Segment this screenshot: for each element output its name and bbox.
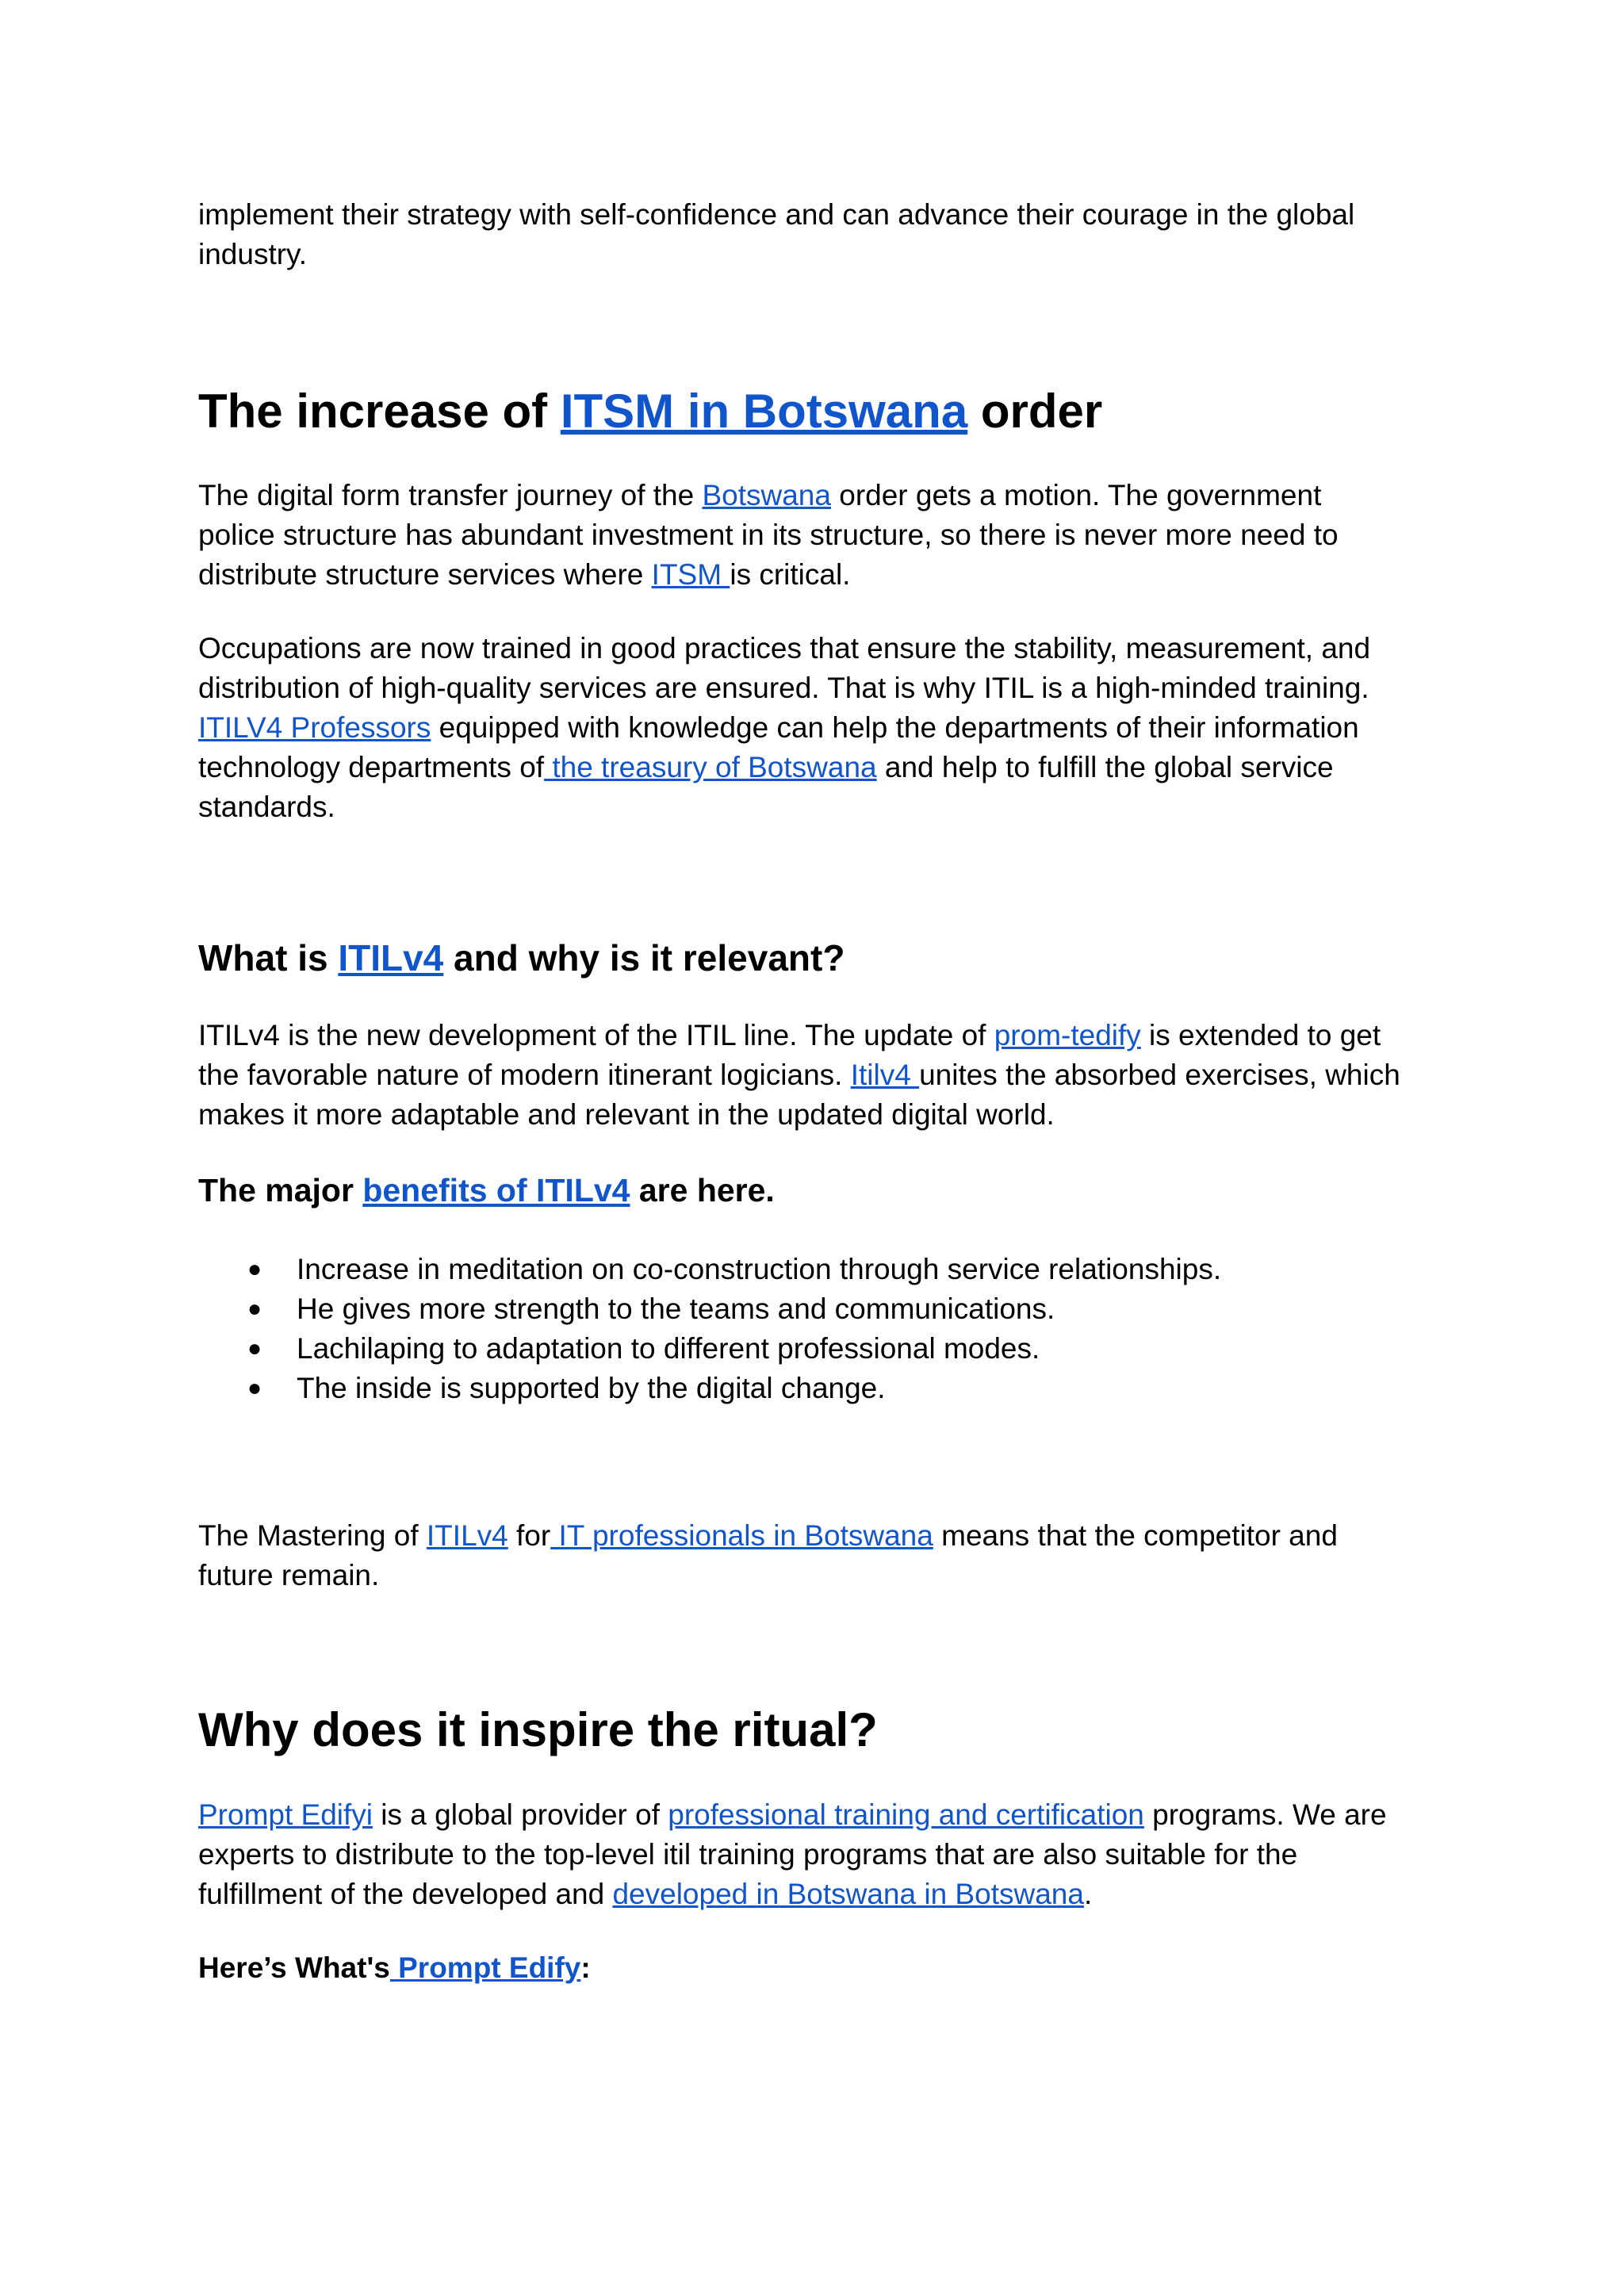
section-heading-itsm: The increase of ITSM in Botswana order: [198, 385, 1103, 438]
paragraph-line: Occupations are now trained in good practices that ensure the stability, measurement, and: [198, 632, 1371, 664]
bullet-icon: ●: [247, 1256, 262, 1282]
paragraph-line: future remain.: [198, 1559, 380, 1591]
professional-training-link[interactable]: professional training and certification: [668, 1798, 1144, 1831]
intro-line-1: implement their strategy with self-confidence and can advance their courage in the global: [198, 198, 1355, 231]
list-item: The inside is supported by the digital change.: [297, 1372, 886, 1404]
bullet-icon: ●: [247, 1375, 262, 1401]
paragraph-line: ITILv4 is the new development of the ITIL line. The update of prom-tedify is extended to get: [198, 1019, 1381, 1051]
itsm-link[interactable]: ITSM: [651, 558, 730, 591]
closing-heading: Here’s What's Prompt Edify:: [198, 1951, 591, 1984]
itilv4-heading-link[interactable]: ITILv4: [338, 937, 444, 978]
itilv4-mastering-link[interactable]: ITILv4: [426, 1519, 508, 1552]
prompt-edifyi-link[interactable]: Prompt Edifyi: [198, 1798, 373, 1831]
botswana-link[interactable]: Botswana: [702, 479, 831, 511]
developed-in-botswana-link[interactable]: developed in Botswana in Botswana: [612, 1878, 1084, 1910]
bullet-icon: ●: [247, 1335, 262, 1361]
itilv4-link[interactable]: Itilv4: [850, 1059, 920, 1091]
paragraph-line: fulfillment of the developed and developed in Botswana in Botswana.: [198, 1878, 1093, 1910]
it-professionals-botswana-link[interactable]: IT professionals in Botswana: [550, 1519, 933, 1552]
itsm-in-botswana-link[interactable]: ITSM in Botswana: [560, 385, 968, 438]
treasury-of-botswana-link[interactable]: the treasury of Botswana: [544, 751, 877, 783]
section-heading-ritual: Why does it inspire the ritual?: [198, 1703, 878, 1756]
paragraph-line: Prompt Edifyi is a global provider of professional training and certification programs. We are: [198, 1798, 1387, 1831]
paragraph-line: ITILV4 Professors equipped with knowledge can help the departments of their information: [198, 711, 1359, 744]
paragraph-line: distribute structure services where ITSM is critical.: [198, 558, 851, 591]
paragraph-line: standards.: [198, 791, 335, 823]
intro-line-2: industry.: [198, 238, 308, 270]
itilv4-professors-link[interactable]: ITILV4 Professors: [198, 711, 431, 744]
paragraph-line: police structure has abundant investment in its structure, so there is never more need to: [198, 519, 1339, 551]
paragraph-line: The digital form transfer journey of the Botswana order gets a motion. The government: [198, 479, 1322, 511]
section-heading-itilv4: What is ITILv4 and why is it relevant?: [198, 937, 845, 978]
prompt-edify-link[interactable]: Prompt Edify: [389, 1951, 581, 1984]
paragraph-line: experts to distribute to the top-level itil training programs that are also suitable for the: [198, 1838, 1298, 1871]
bullet-icon: ●: [247, 1296, 262, 1322]
paragraph-line: technology departments of the treasury of Botswana and help to fulfill the global service: [198, 751, 1334, 783]
prom-tedify-link[interactable]: prom-tedify: [994, 1019, 1141, 1051]
list-item: He gives more strength to the teams and communications.: [297, 1293, 1055, 1325]
paragraph-line: The Mastering of ITILv4 for IT professionals in Botswana means that the competitor and: [198, 1519, 1338, 1552]
sub-heading-benefits: The major benefits of ITILv4 are here.: [198, 1172, 775, 1208]
paragraph-line: makes it more adaptable and relevant in the updated digital world.: [198, 1098, 1055, 1131]
list-item: Lachilaping to adaptation to different professional modes.: [297, 1332, 1040, 1365]
paragraph-line: the favorable nature of modern itinerant logicians. Itilv4 unites the absorbed exercises, which: [198, 1059, 1400, 1091]
benefits-of-itilv4-link[interactable]: benefits of ITILv4: [362, 1172, 630, 1208]
list-item: Increase in meditation on co-construction through service relationships.: [297, 1253, 1222, 1285]
paragraph-line: distribution of high-quality services are ensured. That is why ITIL is a high-minded training.: [198, 672, 1369, 704]
